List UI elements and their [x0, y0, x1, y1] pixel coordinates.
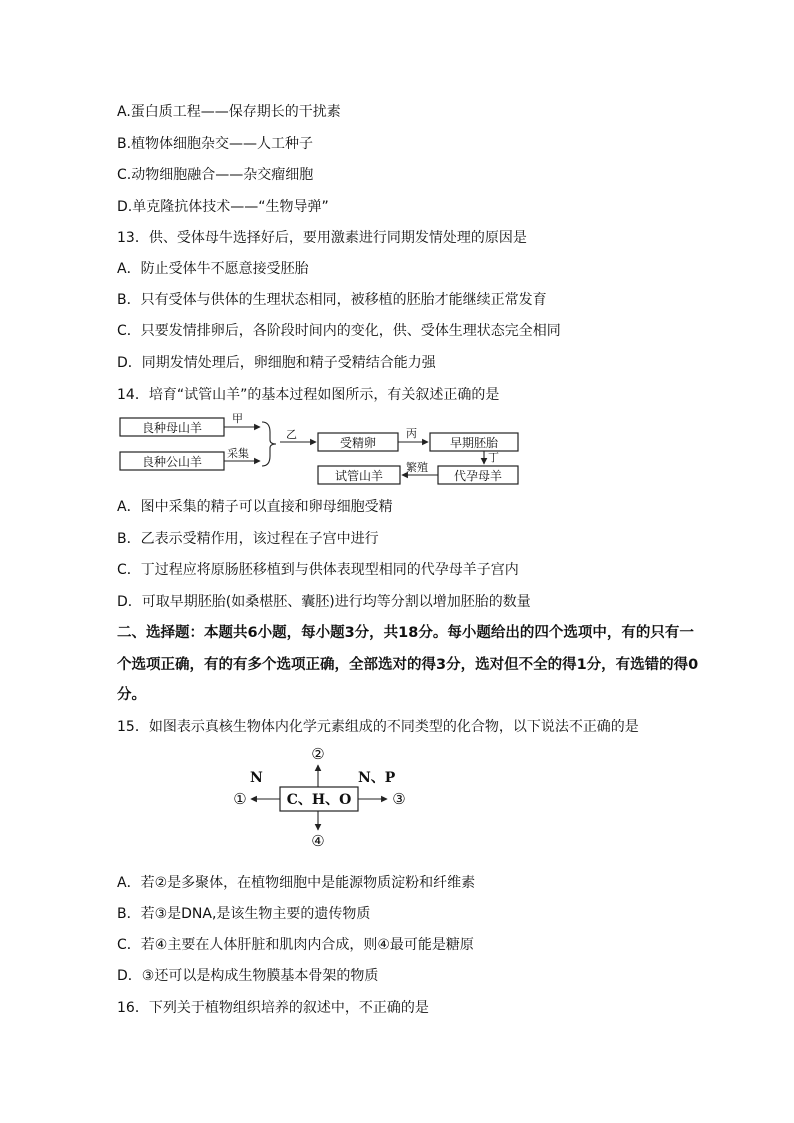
q14-option-d: D．可取早期胚胎(如桑椹胚、囊胚)进行均等分割以增加胚胎的数量	[117, 594, 531, 610]
section2-line1: 二、选择题：本题共6小题，每小题3分，共18分。每小题给出的四个选项中，有的只有一	[117, 625, 694, 641]
q12-option-c: C.动物细胞融合——杂交瘤细胞	[117, 167, 314, 183]
fertilized-egg-label: 受精卵	[339, 436, 377, 450]
cho-label: C、H、O	[286, 792, 352, 808]
test-tube-goat-label: 试管山羊	[334, 469, 384, 483]
q14-stem: 14．培育“试管山羊”的基本过程如图所示，有关叙述正确的是	[117, 387, 500, 403]
male-goat-label: 良种公山羊	[141, 455, 203, 469]
q13-stem: 13．供、受体母牛选择好后，要用激素进行同期发情处理的原因是	[117, 230, 527, 246]
compound-element-diagram	[225, 742, 425, 852]
q14-option-b: B．乙表示受精作用，该过程在子宫中进行	[117, 531, 379, 547]
male-goat-box	[120, 452, 224, 470]
brace	[262, 422, 276, 466]
early-embryo-box	[430, 433, 518, 451]
female-goat-label: 良种母山羊	[141, 421, 203, 435]
label-jia: 甲	[232, 412, 243, 425]
q13-option-a: A．防止受体牛不愿意接受胚胎	[117, 261, 309, 277]
circled-4: ④	[311, 832, 325, 850]
q15-stem: 15．如图表示真核生物体内化学元素组成的不同类型的化合物，以下说法不正确的是	[117, 719, 639, 735]
label-breed: 繁殖	[406, 461, 428, 474]
q16-stem: 16．下列关于植物组织培养的叙述中，不正确的是	[117, 1000, 429, 1016]
label-ding: 丁	[488, 451, 499, 464]
cho-box	[280, 787, 358, 811]
q15-option-d: D．③还可以是构成生物膜基本骨架的物质	[117, 968, 379, 984]
test-tube-goat-box	[318, 466, 400, 484]
goat-breeding-diagram	[110, 410, 530, 492]
surrogate-label: 代孕母羊	[453, 469, 503, 483]
q12-option-b: B.植物体细胞杂交——人工种子	[117, 136, 314, 152]
q14-option-a: A．图中采集的精子可以直接和卵母细胞受精	[117, 499, 393, 515]
label-bing: 丙	[406, 427, 417, 440]
q13-option-d: D．同期发情处理后，卵细胞和精子受精结合能力强	[117, 355, 436, 371]
q13-option-b: B．只有受体与供体的生理状态相同，被移植的胚胎才能继续正常发育	[117, 292, 547, 308]
section2-line2: 个选项正确，有的有多个选项正确，全部选对的得3分，选对但不全的得1分，有选错的得0	[117, 657, 699, 673]
section2-line3: 分。	[117, 687, 146, 703]
circled-3: ③	[392, 790, 406, 808]
female-goat-box	[120, 418, 224, 436]
q12-option-a: A.蛋白质工程——保存期长的干扰素	[117, 104, 341, 120]
circled-2: ②	[311, 745, 325, 763]
label-np: N、P	[358, 770, 396, 786]
q14-option-c: C．丁过程应将原肠胚移植到与供体表现型相同的代孕母羊子宫内	[117, 562, 519, 578]
q12-option-d: D.单克隆抗体技术——“生物导弹”	[117, 199, 329, 215]
surrogate-box	[438, 466, 518, 484]
early-embryo-label: 早期胚胎	[449, 436, 499, 450]
q15-option-b: B．若③是DNA,是该生物主要的遗传物质	[117, 906, 371, 922]
label-yi: 乙	[286, 428, 297, 441]
fertilized-egg-box	[318, 433, 398, 451]
q15-option-c: C．若④主要在人体肝脏和肌肉内合成，则④最可能是糖原	[117, 937, 474, 953]
q13-option-c: C．只要发情排卵后，各阶段时间内的变化，供、受体生理状态完全相同	[117, 323, 561, 339]
q15-option-a: A．若②是多聚体，在植物细胞中是能源物质淀粉和纤维素	[117, 875, 476, 891]
label-n: N	[250, 770, 263, 786]
label-collect: 采集	[227, 447, 249, 460]
circled-1: ①	[233, 790, 247, 808]
